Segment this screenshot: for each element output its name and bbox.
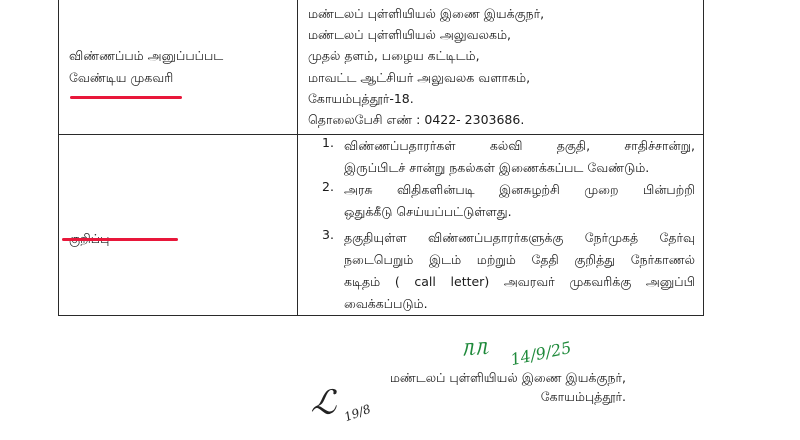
- address-label-line-1: விண்ணப்பம் அனுப்பப்பட: [69, 47, 224, 63]
- address-line: மாவட்ட ஆட்சியர் அலுவலக வளாகம்,: [308, 69, 531, 85]
- signatory-place: கோயம்புத்தூர்.: [540, 389, 626, 404]
- green-date: 14/9/25: [508, 337, 573, 370]
- note-line: வைக்கப்படும்.: [344, 296, 428, 312]
- note-number: 2.: [322, 179, 334, 195]
- address-line: முதல் தளம், பழைய கட்டிடம்,: [308, 48, 480, 64]
- address-label-cell: [59, 0, 298, 135]
- list-item: [308, 179, 695, 223]
- details-table: [58, 0, 704, 316]
- notes-label-cell: [59, 135, 298, 316]
- note-number: 3.: [322, 227, 334, 243]
- note-line: ஒதுக்கீடு செய்யப்பட்டுள்ளது.: [344, 204, 512, 220]
- signatory-title: மண்டலப் புள்ளியியல் இணை இயக்குநர்,: [389, 370, 626, 385]
- note-line: கடிதம் ( call letter) அவரவர் முகவரிக்கு அனுப்பி: [344, 274, 695, 290]
- note-line: தகுதியுள்ள விண்ணப்பதாரர்களுக்கு நேர்முகத் தேர்வு: [344, 230, 695, 246]
- note-line: விண்ணப்பதாரர்கள் கல்வி தகுதி, சாதிச்சான்று,: [344, 138, 695, 154]
- green-initial-signature: ᥰᥰ: [461, 335, 490, 362]
- signature-block: [340, 368, 626, 406]
- red-underline-notes: [62, 238, 178, 241]
- red-underline-address: [70, 96, 182, 99]
- notes-label: குறிப்பு: [69, 230, 110, 246]
- address-line: கோயம்புத்தூர்-18.: [308, 90, 414, 106]
- notes-content-cell: [298, 135, 704, 316]
- table-row: [59, 135, 704, 316]
- address-line: மண்டலப் புள்ளியியல் அலுவலகம்,: [308, 27, 511, 43]
- black-initial-signature: ℒ: [309, 380, 340, 424]
- table-row: [59, 0, 704, 135]
- note-line: அரசு விதிகளின்படி இனசுழற்சி முறை பின்பற்றி: [344, 182, 695, 198]
- list-item: [308, 135, 695, 179]
- black-date: 19/8: [342, 401, 373, 425]
- address-content-cell: [298, 0, 704, 135]
- address-label-line-2: வேண்டிய முகவரி: [69, 69, 174, 85]
- note-line: இருப்பிடச் சான்று நகல்கள் இணைக்கப்பட வேண்டும்.: [344, 160, 650, 176]
- list-item: [308, 227, 695, 315]
- notes-list: [308, 135, 695, 315]
- note-line: நடைபெறும் இடம் மற்றும் தேதி குறித்து நேர்காணல்: [344, 252, 695, 268]
- phone-line: தொலைபேசி எண் : 0422- 2303686.: [308, 112, 525, 128]
- note-number: 1.: [322, 135, 334, 151]
- address-line: மண்டலப் புள்ளியியல் இணை இயக்குநர்,: [308, 6, 545, 21]
